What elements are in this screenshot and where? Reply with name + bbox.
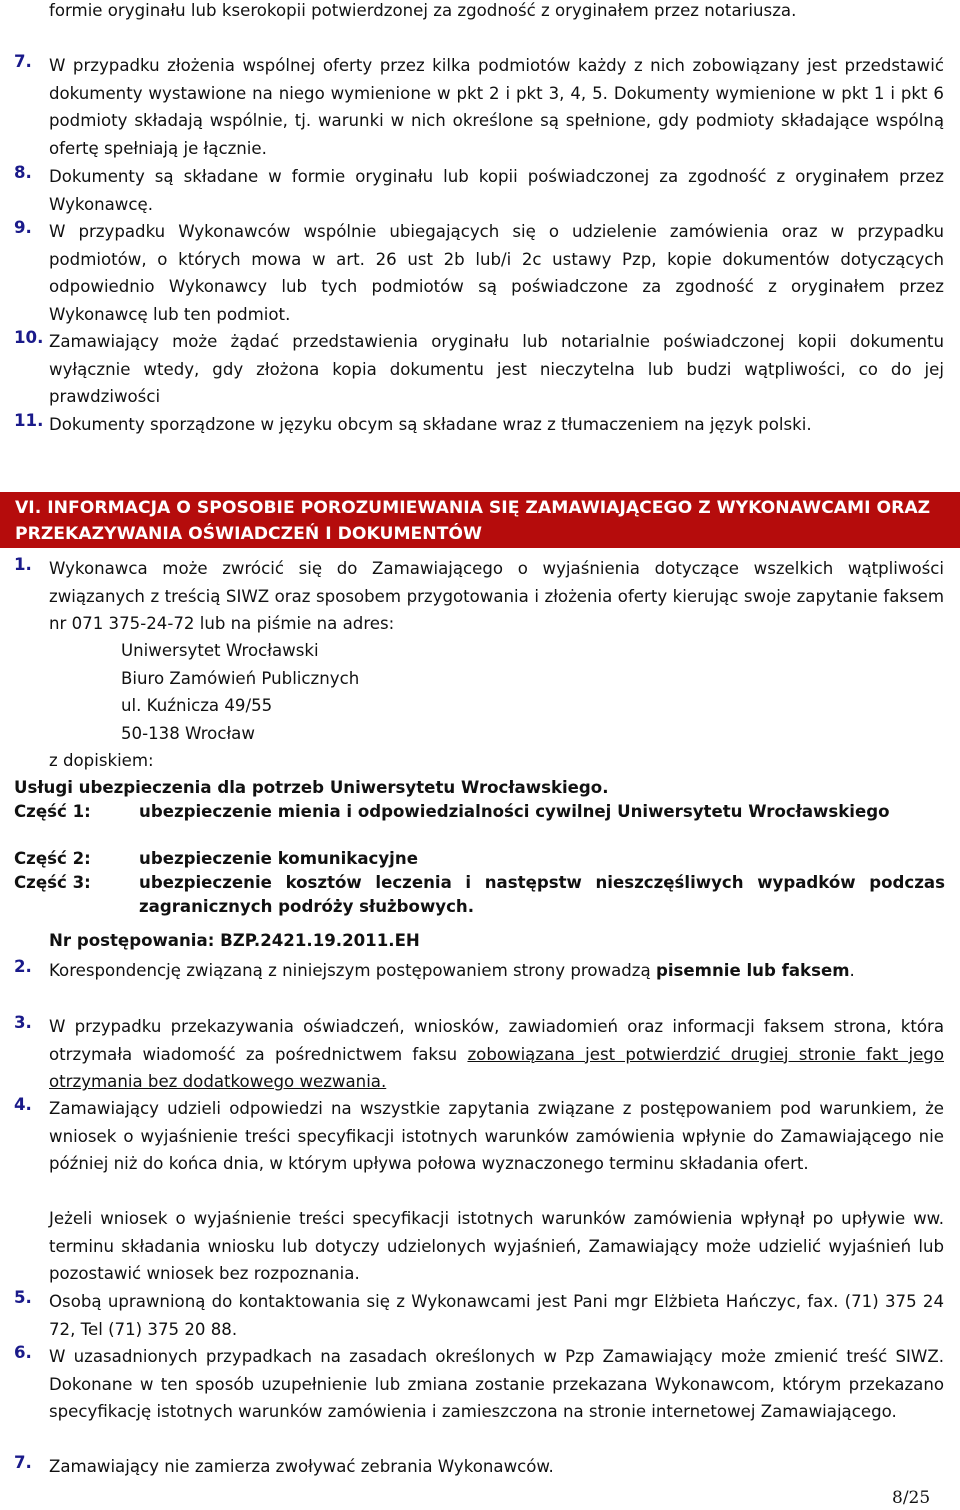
item-4-text: Zamawiający udzieli odpowiedzi na wszystkie zapytania związane z postępowaniem pod warunkiem, że wniosek o wyjaśnienie treści specyfikacji istotnych warunków zamówienia wpłynie do Zamawiającego nie później niż do końca dnia, w którym upływa połowa wyznaczonego terminu składania ofert. [49,1099,944,1174]
section-heading: VI. INFORMACJA O SPOSOBIE POROZUMIEWANIA SIĘ ZAMAWIAJĄCEGO Z WYKONAWCAMI ORAZ PRZEKAZYWANIA OŚWIADCZEŃ I DOKUMENTÓW [15,498,931,544]
item-2-text [49,957,944,985]
item-number-3: 3. [14,1013,32,1032]
item-number-8: 8. [14,163,32,182]
item-4-text-2: Jeżeli wniosek o wyjaśnienie treści specyfikacji istotnych warunków zamówienia wpłynął po upływie ww. terminu składania wniosku lub dotyczy udzielonych wyjaśnień, Zamawiający może udzielić wyjaśnień lub pozostawić wniosek bez rozpoznania. [49,1209,944,1284]
item-9-text: W przypadku Wykonawców wspólnie ubiegających się o udzielenie zamówienia oraz w przypadku podmiotów, o których mowa w art. 26 ust 2b lub/i 2c ustawy Pzp, kopie dokumentów dotyczących odpowiednio Wykonawcy lub tych podmiotów są poświadczone za zgodność z oryginałem przez Wykonawcę lub ten podmiot. [49,222,944,324]
address-line-3: ul. Kuźnicza 49/55 [121,696,273,715]
item-1-text: Wykonawca może zwrócić się do Zamawiającego o wyjaśnienia dotyczące wszelkich wątpliwości związanych z treścią SIWZ oraz sposobem przygotowania i złożenia oferty kierując swoje zapytanie faksem nr 071 375-24-72 lub na piśmie na adres: [49,559,944,634]
item-3-underlined: zobowiązana jest potwierdzić drugiej stronie fakt jego otrzymania bez dodatkowego wezwania. [49,1044,944,1092]
dopisek-label: z dopiskiem: [49,751,154,770]
item-11-text: Dokumenty sporządzone w języku obcym są składane wraz z tłumaczeniem na język polski. [49,415,812,434]
item-2-text-after: . [849,961,855,980]
item-number-11: 11. [14,411,44,430]
item-7-text: W przypadku złożenia wspólnej oferty przez kilka podmiotów każdy z nich zobowiązany jest przedstawić dokumenty wystawione na niego wymienione w pkt 2 i pkt 3, 4, 5. Dokumenty wymienione w pkt 1 i pkt 6 podmioty składają wspólnie, tj. warunki w nich określone są spełnione, gdy podmioty składające wspólną ofertę spełniają je łącznie. [49,56,944,158]
czesc-2-text: ubezpieczenie komunikacyjne [139,849,418,868]
item-number-10: 10. [14,328,44,347]
nr-postepowania: Nr postępowania: BZP.2421.19.2011.EH [49,931,420,950]
address-line-4: 50-138 Wrocław [121,724,255,743]
uslugi-line: Usługi ubezpieczenia dla potrzeb Uniwersytetu Wrocławskiego. [14,778,609,797]
czesc-3-text: ubezpieczenie kosztów leczenia i następstw nieszczęśliwych wypadków podczas zagranicznych podróży służbowych. [139,873,945,916]
item-number-7: 7. [14,52,32,71]
item-number-1: 1. [14,555,32,574]
item-7-bottom-text: Zamawiający nie zamierza zwoływać zebrania Wykonawców. [49,1457,554,1476]
item-number-6: 6. [14,1343,32,1362]
address-line-1: Uniwersytet Wrocławski [121,641,319,660]
item-8-text: Dokumenty są składane w formie oryginału lub kopii poświadczonej za zgodność z oryginałem przez Wykonawcę. [49,167,944,214]
czesc-3-label: Część 3: [14,873,91,892]
item-number-4: 4. [14,1095,32,1114]
page-number: 8/25 [892,1488,931,1508]
item-number-7-bottom: 7. [14,1453,32,1472]
item-number-9: 9. [14,218,32,237]
item-10-text: Zamawiający może żądać przedstawienia oryginału lub notarialnie poświadczonej kopii dokumentu wyłącznie wtedy, gdy złożona kopia dokumentu jest nieczytelna lub budzi wątpliwości, co do jej prawdziwości [49,332,944,407]
item-2-text-before: Korespondencję związaną z niniejszym postępowaniem strony prowadzą [49,961,656,980]
item-5-text: Osobą uprawnioną do kontaktowania się z Wykonawcami jest Pani mgr Elżbieta Hańczyc, fax. (71) 375 24 72, Tel (71) 375 20 88. [49,1292,944,1339]
continuation-paragraph: formie oryginału lub kserokopii potwierdzonej za zgodność z oryginałem przez notariusza. [49,1,797,20]
section-heading-bar [0,492,960,548]
item-3-text [49,1013,944,1096]
item-number-5: 5. [14,1288,32,1307]
item-2-bold: pisemnie lub faksem [655,961,850,980]
address-line-2: Biuro Zamówień Publicznych [121,669,360,688]
item-6-text: W uzasadnionych przypadkach na zasadach określonych w Pzp Zamawiający może zmienić treść SIWZ. Dokonane w ten sposób uzupełnienie lub zmiana zostanie przekazana Wykonawcom, którym przekazano specyfikację istotnych warunków zamówienia i zamieszczona na stronie internetowej Zamawiającego. [49,1347,944,1422]
czesc-1-label: Część 1: [14,802,91,821]
item-3-text-before: W przypadku przekazywania oświadczeń, wniosków, zawiadomień oraz informacji faksem strona, która otrzymała wiadomość za pośrednictwem faksu [49,1017,944,1064]
czesc-1-text: ubezpieczenie mienia i odpowiedzialności cywilnej Uniwersytetu Wrocławskiego [139,802,890,821]
czesc-2-label: Część 2: [14,849,91,868]
item-number-2: 2. [14,957,32,976]
